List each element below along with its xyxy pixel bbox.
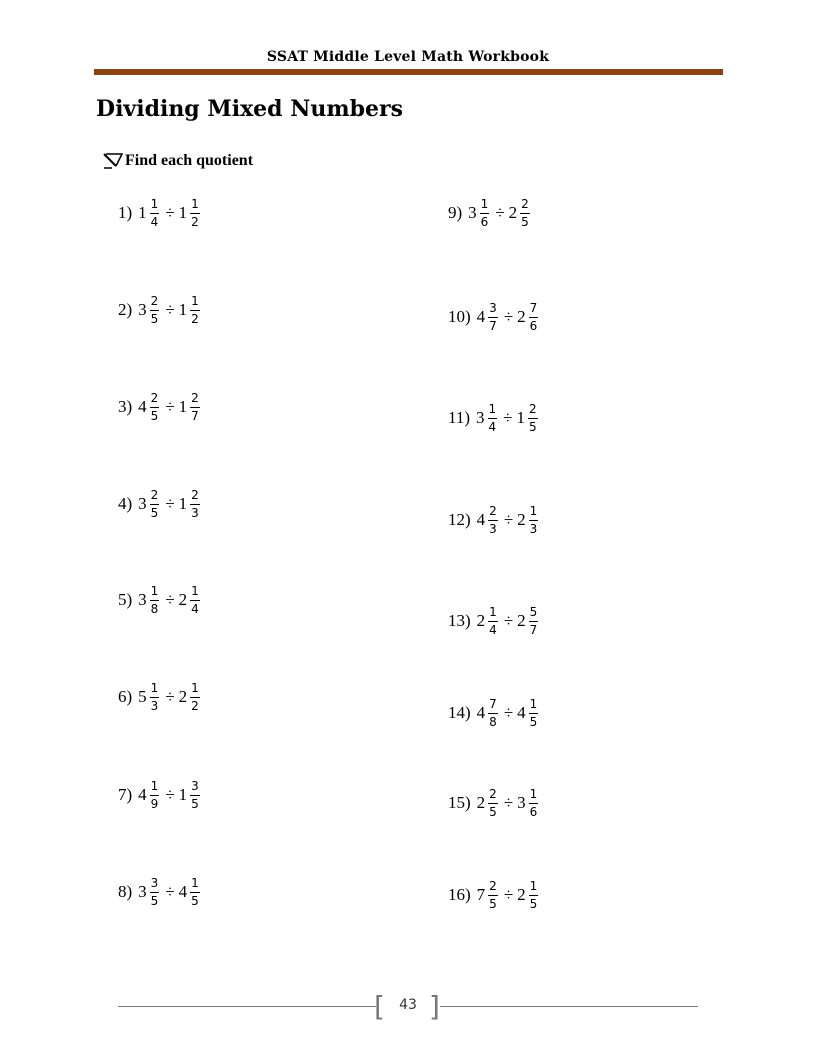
problem-number: 3) — [118, 397, 133, 416]
denominator: 4 — [150, 214, 159, 229]
denominator: 5 — [191, 893, 199, 908]
whole-number: 3 — [138, 494, 147, 513]
whole-number: 3 — [468, 203, 477, 222]
whole-number: 3 — [138, 590, 147, 609]
numerator: 2 — [150, 489, 160, 505]
denominator: 5 — [150, 408, 159, 423]
problem-15 — [448, 783, 540, 823]
divide-sign: ÷ — [165, 300, 175, 319]
problem-number: 11) — [448, 408, 471, 427]
denominator: 5 — [191, 796, 199, 811]
problem-number: 9) — [448, 203, 463, 222]
whole-number: 1 — [516, 408, 526, 427]
pencil-icon — [102, 152, 124, 170]
divide-sign: ÷ — [165, 494, 175, 513]
fraction — [190, 780, 200, 811]
problem-number: 7) — [118, 785, 133, 804]
denominator: 5 — [521, 214, 529, 229]
fraction — [190, 392, 200, 423]
divisor — [179, 585, 202, 616]
divisor — [179, 489, 202, 520]
divide-sign: ÷ — [165, 882, 175, 901]
fraction — [488, 403, 498, 434]
header-rule — [94, 69, 723, 75]
numerator: 2 — [488, 788, 498, 804]
whole-number: 4 — [476, 510, 486, 529]
fraction — [488, 606, 498, 637]
denominator: 6 — [529, 804, 538, 819]
problem-13 — [448, 601, 540, 641]
whole-number: 5 — [138, 687, 147, 706]
whole-number: 4 — [476, 307, 486, 326]
fraction — [488, 880, 498, 911]
numerator: 2 — [488, 505, 498, 521]
dividend — [476, 403, 499, 434]
whole-number: 2 — [508, 203, 518, 222]
fraction — [190, 585, 200, 616]
divisor — [517, 698, 540, 729]
whole-number: 1 — [178, 785, 188, 804]
problem-number: 13) — [448, 611, 471, 630]
denominator: 2 — [191, 311, 199, 326]
numerator: 7 — [488, 698, 498, 714]
dividend — [138, 392, 161, 423]
whole-number: 1 — [178, 397, 188, 416]
dividend — [138, 295, 161, 326]
fraction — [480, 198, 490, 229]
fraction — [190, 877, 200, 908]
workbook-title: SSAT Middle Level Math Workbook — [266, 49, 550, 65]
numerator: 2 — [520, 198, 530, 214]
divide-sign: ÷ — [503, 611, 514, 630]
denominator: 8 — [489, 714, 497, 729]
numerator: 7 — [529, 302, 539, 318]
problem-7 — [118, 775, 202, 815]
fraction — [150, 585, 160, 616]
footer-rule-right — [440, 1006, 698, 1007]
divisor — [517, 403, 540, 434]
numerator: 1 — [529, 698, 539, 714]
denominator: 9 — [150, 796, 159, 811]
divide-sign: ÷ — [495, 203, 505, 222]
divisor — [179, 295, 202, 326]
numerator: 2 — [150, 295, 160, 311]
dividend — [477, 505, 500, 536]
divide-sign: ÷ — [165, 590, 175, 609]
divide-sign: ÷ — [503, 307, 514, 326]
denominator: 5 — [489, 896, 497, 911]
numerator: 2 — [190, 392, 200, 408]
numerator: 1 — [190, 198, 200, 214]
whole-number: 3 — [138, 882, 147, 901]
denominator: 7 — [489, 318, 497, 333]
problem-number: 6) — [118, 687, 133, 706]
whole-number: 1 — [178, 203, 188, 222]
fraction — [529, 606, 539, 637]
denominator: 3 — [150, 698, 159, 713]
fraction — [190, 198, 200, 229]
denominator: 4 — [489, 622, 497, 637]
fraction — [529, 698, 539, 729]
whole-number: 2 — [178, 590, 188, 609]
numerator: 1 — [150, 682, 160, 698]
whole-number: 4 — [138, 785, 147, 804]
divide-sign: ÷ — [503, 703, 514, 722]
problem-6 — [118, 677, 202, 717]
numerator: 1 — [150, 198, 160, 214]
numerator: 5 — [529, 606, 539, 622]
problem-12 — [448, 500, 540, 540]
denominator: 7 — [529, 622, 538, 637]
numerator: 2 — [150, 392, 160, 408]
whole-number: 1 — [178, 494, 188, 513]
whole-number: 4 — [517, 703, 526, 722]
problem-10 — [448, 297, 540, 337]
divide-sign: ÷ — [165, 203, 175, 222]
fraction — [488, 698, 498, 729]
denominator: 7 — [191, 408, 199, 423]
problem-4 — [118, 484, 202, 524]
fraction — [190, 682, 200, 713]
denominator: 6 — [529, 318, 538, 333]
divisor — [517, 788, 540, 819]
dividend — [477, 880, 500, 911]
footer-bracket-left: [ — [374, 990, 385, 1023]
divide-sign: ÷ — [503, 793, 514, 812]
whole-number: 2 — [517, 885, 526, 904]
problem-1 — [118, 193, 202, 233]
divisor — [517, 880, 540, 911]
numerator: 1 — [190, 585, 200, 601]
problem-5 — [118, 580, 202, 620]
whole-number: 3 — [138, 300, 147, 319]
whole-number: 4 — [178, 882, 188, 901]
numerator: 1 — [529, 505, 539, 521]
denominator: 3 — [191, 505, 199, 520]
numerator: 1 — [190, 682, 200, 698]
fraction — [150, 295, 160, 326]
numerator: 1 — [150, 585, 160, 601]
numerator: 1 — [190, 295, 200, 311]
problem-number: 15) — [448, 793, 471, 812]
denominator: 5 — [529, 419, 537, 434]
numerator: 2 — [190, 489, 200, 505]
divisor — [179, 682, 202, 713]
problem-number: 10) — [448, 307, 471, 326]
fraction — [150, 489, 160, 520]
dividend — [468, 198, 491, 229]
fraction — [150, 877, 160, 908]
problem-9 — [448, 193, 532, 233]
denominator: 5 — [150, 893, 159, 908]
divide-sign: ÷ — [165, 687, 175, 706]
denominator: 6 — [480, 214, 489, 229]
problem-number: 2) — [118, 300, 133, 319]
denominator: 5 — [150, 505, 159, 520]
denominator: 5 — [489, 804, 497, 819]
fraction — [488, 788, 498, 819]
divisor — [517, 606, 540, 637]
dividend — [477, 698, 500, 729]
fraction — [488, 302, 498, 333]
divisor — [179, 198, 202, 229]
denominator: 8 — [150, 601, 159, 616]
divide-sign: ÷ — [165, 785, 175, 804]
dividend — [138, 682, 161, 713]
divisor — [179, 392, 202, 423]
numerator: 1 — [529, 880, 539, 896]
numerator: 3 — [190, 780, 200, 796]
problem-number: 16) — [448, 885, 471, 904]
problem-number: 1) — [118, 203, 133, 222]
divide-sign: ÷ — [503, 885, 514, 904]
denominator: 4 — [191, 601, 199, 616]
problem-number: 12) — [448, 510, 471, 529]
footer-rule-left — [118, 1006, 376, 1007]
denominator: 3 — [529, 521, 538, 536]
numerator: 1 — [488, 403, 498, 419]
dividend — [138, 877, 161, 908]
whole-number: 1 — [138, 203, 147, 222]
fraction — [529, 880, 539, 911]
page-heading: Dividing Mixed Numbers — [96, 96, 403, 122]
numerator: 2 — [488, 880, 498, 896]
page-number: 43 — [399, 997, 417, 1013]
divisor — [179, 780, 202, 811]
numerator: 3 — [150, 877, 160, 893]
fraction — [190, 489, 200, 520]
divisor — [517, 302, 540, 333]
denominator: 5 — [529, 896, 538, 911]
problem-number: 8) — [118, 882, 133, 901]
dividend — [477, 302, 500, 333]
instruction-text: Find each quotient — [125, 152, 254, 169]
problem-14 — [448, 693, 540, 733]
divide-sign: ÷ — [503, 510, 514, 529]
numerator: 1 — [190, 877, 200, 893]
divisor — [179, 877, 202, 908]
whole-number: 3 — [476, 408, 485, 427]
numerator: 1 — [488, 606, 498, 622]
numerator: 1 — [480, 198, 490, 214]
footer-bracket-right: ] — [429, 990, 440, 1023]
whole-number: 3 — [517, 793, 526, 812]
divisor — [509, 198, 532, 229]
denominator: 5 — [150, 311, 159, 326]
denominator: 2 — [191, 698, 199, 713]
whole-number: 7 — [476, 885, 486, 904]
fraction — [529, 302, 539, 333]
fraction — [150, 392, 160, 423]
whole-number: 2 — [517, 611, 526, 630]
whole-number: 2 — [517, 307, 526, 326]
fraction — [528, 403, 538, 434]
whole-number: 2 — [178, 687, 188, 706]
problem-8 — [118, 872, 202, 912]
whole-number: 4 — [476, 703, 486, 722]
denominator: 2 — [191, 214, 199, 229]
denominator: 3 — [489, 521, 497, 536]
fraction — [190, 295, 200, 326]
fraction — [488, 505, 498, 536]
fraction — [150, 780, 160, 811]
problem-number: 14) — [448, 703, 471, 722]
denominator: 5 — [529, 714, 538, 729]
problem-number: 5) — [118, 590, 133, 609]
fraction — [520, 198, 530, 229]
divide-sign: ÷ — [165, 397, 175, 416]
problem-11 — [448, 398, 540, 438]
fraction — [150, 198, 160, 229]
problem-16 — [448, 875, 540, 915]
problem-3 — [118, 387, 202, 427]
fraction — [150, 682, 160, 713]
dividend — [138, 198, 161, 229]
whole-number: 4 — [138, 397, 147, 416]
divisor — [517, 505, 540, 536]
fraction — [529, 788, 539, 819]
fraction — [529, 505, 539, 536]
whole-number: 2 — [476, 793, 486, 812]
instruction — [102, 150, 253, 172]
problem-number: 4) — [118, 494, 133, 513]
dividend — [477, 606, 500, 637]
whole-number: 1 — [178, 300, 188, 319]
divide-sign: ÷ — [503, 408, 513, 427]
dividend — [138, 780, 161, 811]
numerator: 1 — [529, 788, 539, 804]
problem-2 — [118, 290, 202, 330]
whole-number: 2 — [517, 510, 526, 529]
dividend — [138, 585, 161, 616]
numerator: 2 — [528, 403, 538, 419]
whole-number: 2 — [476, 611, 486, 630]
numerator: 1 — [150, 780, 160, 796]
dividend — [138, 489, 161, 520]
numerator: 3 — [488, 302, 498, 318]
dividend — [477, 788, 500, 819]
denominator: 4 — [488, 419, 497, 434]
